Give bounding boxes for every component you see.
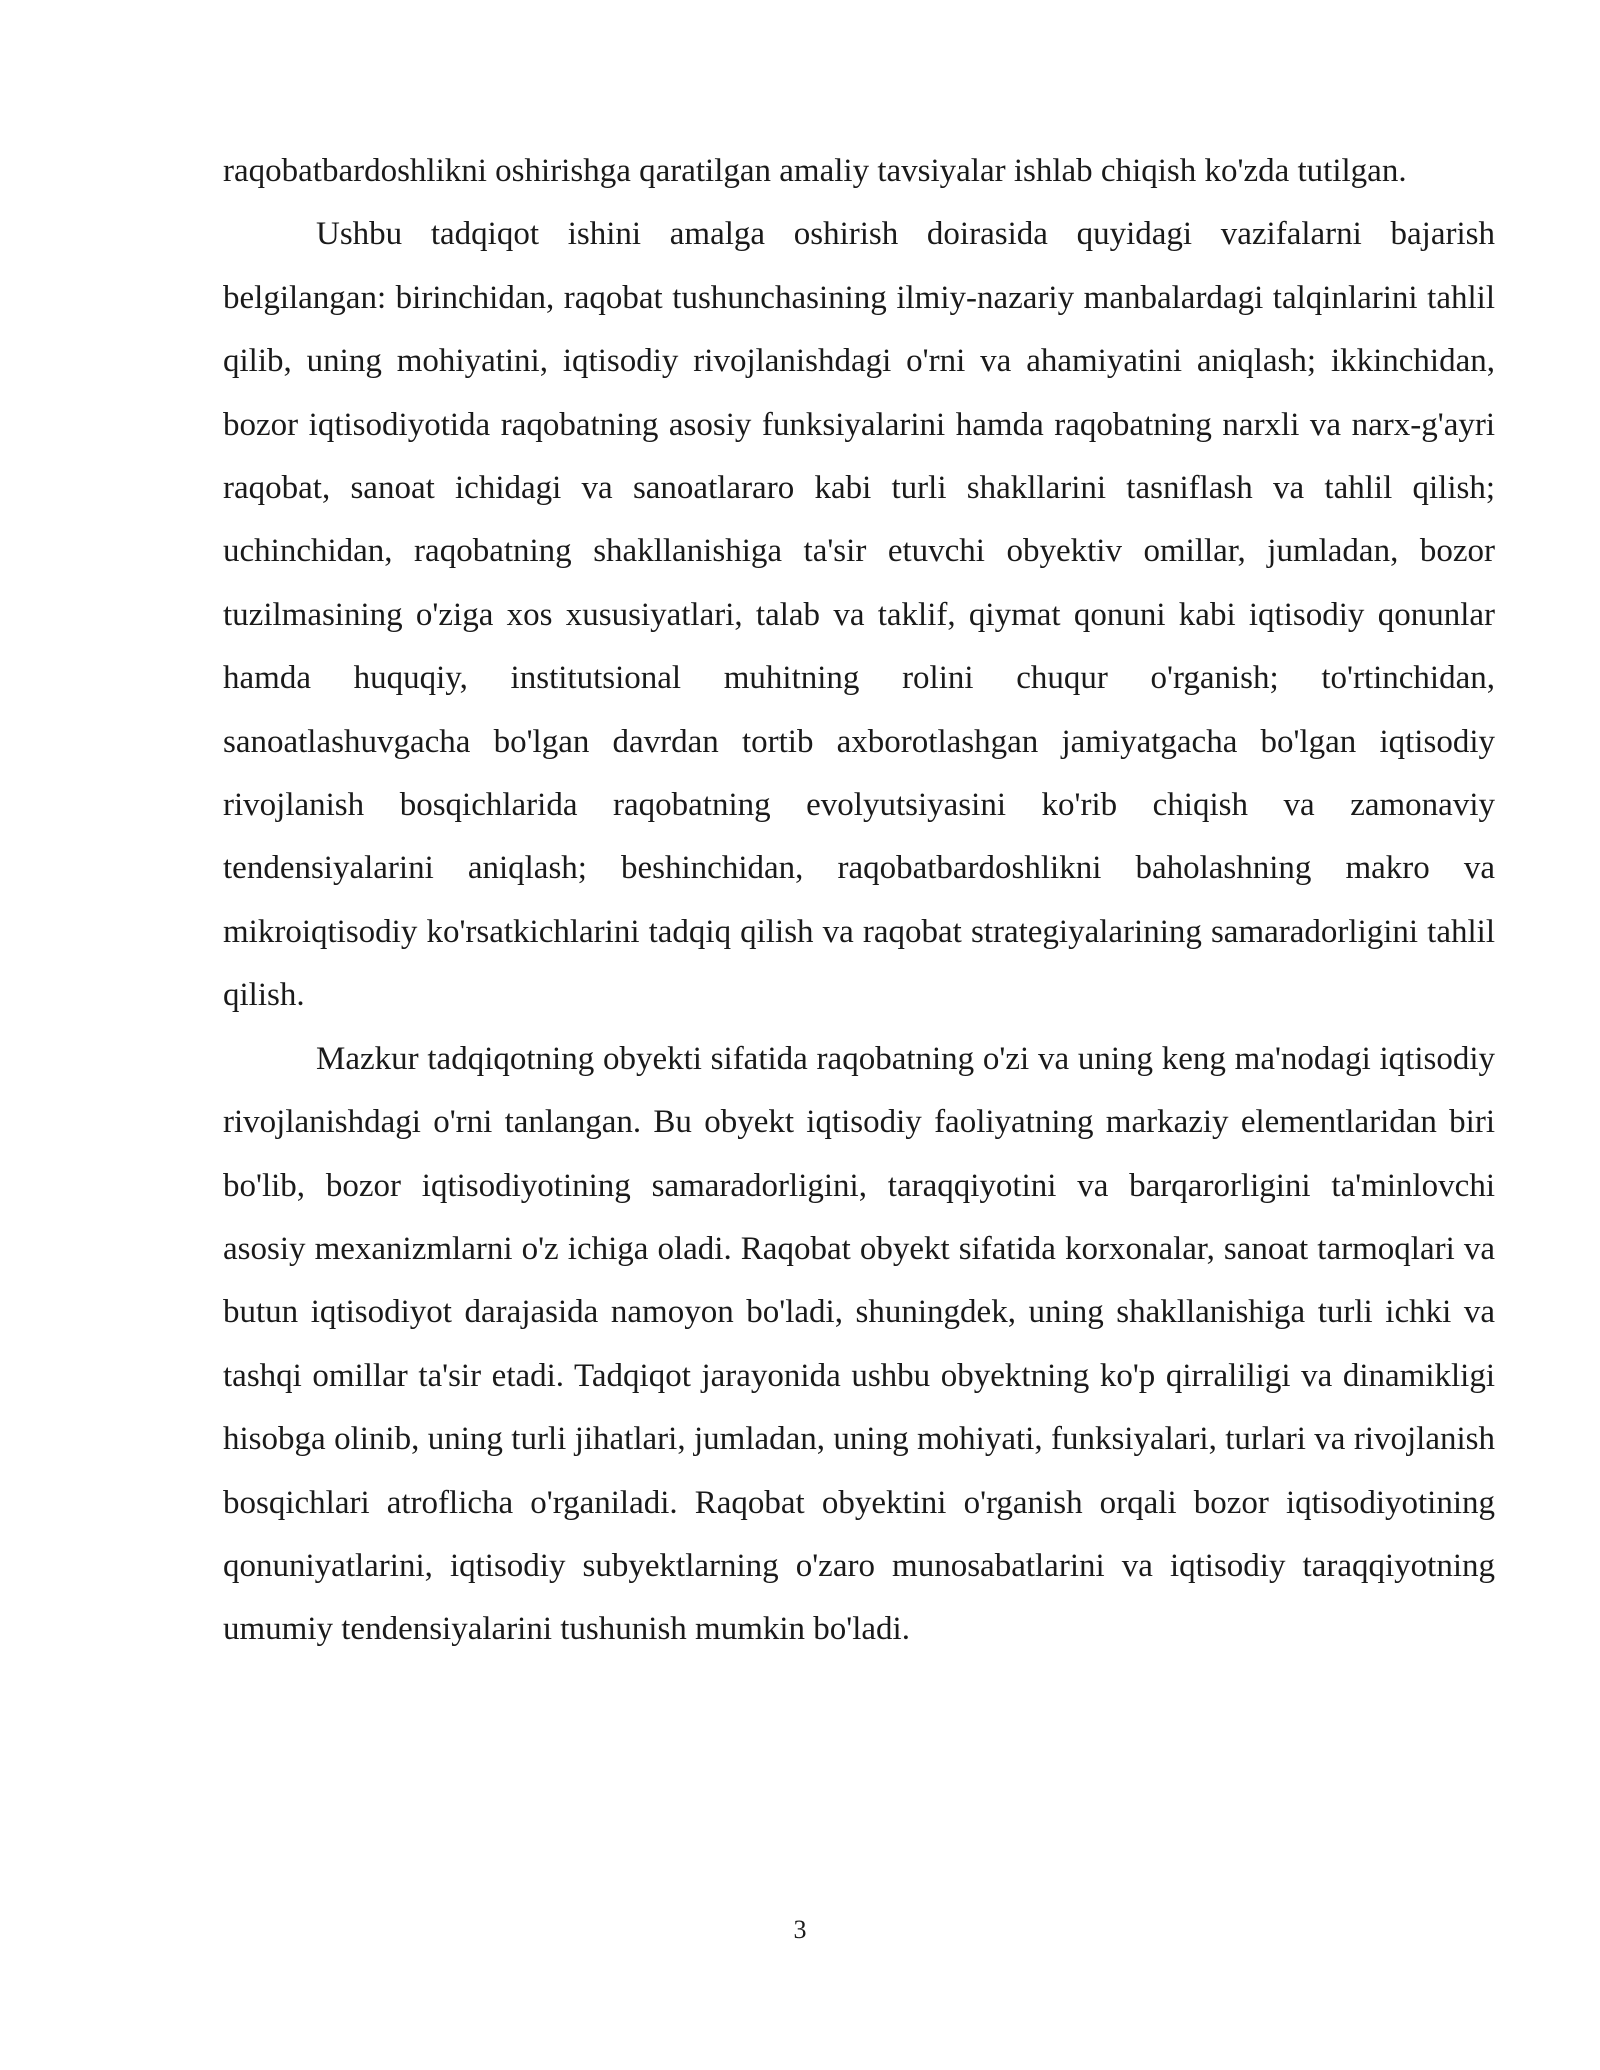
paragraph-tasks: Ushbu tadqiqot ishini amalga oshirish doirasida quyidagi vazifalarni bajarish belgilangan: birinchidan, raqobat tushunchasining ilmiy-nazariy manbalardagi talqinlarini tahlil qilib, uning mohiyatini, iqtisodiy rivojlanishdagi o'rni va ahamiyatini aniqlash; ikkinchidan, bozor iqtisodiyotida raqobatning asosiy funksiyalarini hamda raqobatning narxli va narx-g'ayri raqobat, sanoat ichidagi va sanoatlararo kabi turli shakllarini tasniflash va tahlil qilish; uchinchidan, raqobatning shakllanishiga ta'sir etuvchi obyektiv omillar, jumladan, bozor tuzilmasining o'ziga xos xususiyatlari, talab va taklif, qiymat qonuni kabi iqtisodiy qonunlar hamda huquqiy, institutsional muhitning rolini chuqur o'rganish; to'rtinchidan, sanoatlashuvgacha bo'lgan davrdan tortib axborotlashgan jamiyatgacha bo'lgan iqtisodiy rivojlanish bosqichlarida raqobatning evolyutsiyasini ko'rib chiqish va zamonaviy tendensiyalarini aniqlash; beshinchidan, raqobatbardoshlikni baholashning makro va mikroiqtisodiy ko'rsatkichlarini tadqiq qilish va raqobat strategiyalarining samaradorligini tahlil qilish. [223,216,1495,1014]
page-number: 3 [793,1915,807,1944]
paragraph-research-object: Mazkur tadqiqotning obyekti sifatida raqobatning o'zi va uning keng ma'nodagi iqtisodiy rivojlanishdagi o'rni tanlangan. Bu obyekt iqtisodiy faoliyatning markaziy elementlaridan biri bo'lib, bozor iqtisodiyotining samaradorligini, taraqqiyotini va barqarorligini ta'minlovchi asosiy mexanizmlarni o'z ichiga oladi. Raqobat obyekt sifatida korxonalar, sanoat tarmoqlari va butun iqtisodiyot darajasida namoyon bo'ladi, shuningdek, uning shakllanishiga turli ichki va tashqi omillar ta'sir etadi. Tadqiqot jarayonida ushbu obyektning ko'p qirraliligi va dinamikligi hisobga olinib, uning turli jihatlari, jumladan, uning mohiyati, funksiyalari, turlari va rivojlanish bosqichlari atroflicha o'rganiladi. Raqobat obyektini o'rganish orqali bozor iqtisodiyotining qonuniyatlarini, iqtisodiy subyektlarning o'zaro munosabatlarini va iqtisodiy taraqqiyotning umumiy tendensiyalarini tushunish mumkin bo'ladi. [223,1040,1495,1648]
body-text [223,140,1495,1662]
paragraph-continuation: raqobatbardoshlikni oshirishga qaratilgan amaliy tavsiyalar ishlab chiqish ko'zda tutilgan. [223,153,1407,189]
